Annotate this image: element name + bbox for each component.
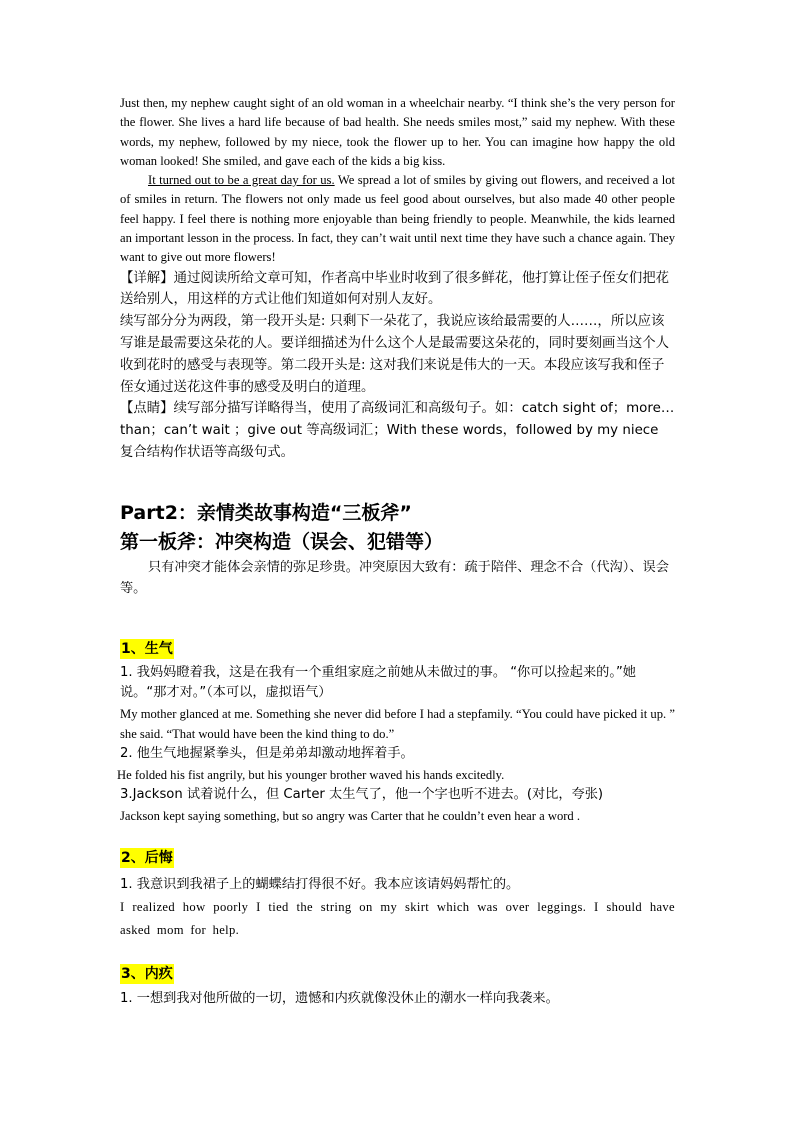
part2-subtitle: 第一板斧：冲突构造（误会、犯错等）: [120, 530, 444, 553]
section-angry: [117, 639, 675, 826]
story-paragraph-2: [120, 171, 675, 267]
story-paragraph-2-rest: We spread a lot of smiles by giving out flowers, and received a lot of smiles in return. The flowers not only made us feel good about ourselves, but also made 40 other people feel happy. I feel there is nothing more enjoyable than being friendly to people. Meanwhile, the kids learned an important lesson in the process. In fact, they can’t wait until next time they have such a chance again. They want to give out more flowers!: [120, 173, 676, 265]
section-heading-angry: 1、生气: [121, 640, 173, 657]
point-text: 续写部分描写详略得当，使用了高级词汇和高级句子。如：catch sight of；more…than；can’t wait ；give out 等高级词汇；With these words，followed by my niece 复合结构作状语等高级句式。: [120, 401, 675, 461]
section-heading-guilt: 3、内疚: [121, 966, 173, 983]
regret-en-1: I realized how poorly I tied the string on my skirt which was over leggings. I should have asked mom for help.: [120, 900, 675, 938]
detail-paragraph: [120, 268, 675, 312]
story-paragraph-1: Just then, my nephew caught sight of an old woman in a wheelchair nearby. “I think she’s the very person for the flower. She lives a hard life because of bad health. She needs smiles most,” said my nephew. With these words, my nephew, followed by my niece, took the flower up to her. You can imagine how happy the old woman looked! She smiled, and gave each of the kids a big kiss.: [120, 96, 675, 168]
angry-en-1: My mother glanced at me. Something she never did before I had a stepfamily. “You could have picked it up. ” she said. “That would have been the kind thing to do.”: [120, 706, 675, 742]
detail-label: 【详解】: [120, 270, 174, 286]
page-content: [117, 94, 676, 1010]
guilt-cn-1: 1. 一想到我对他所做的一切，遗憾和内疚就像没休止的潮水一样向我袭来。: [120, 991, 559, 1007]
point-label: 【点睛】: [120, 401, 174, 417]
underlined-sentence: It turned out to be a great day for us.: [148, 173, 335, 188]
part2-title: Part2：亲情类故事构造“三板斧”: [120, 501, 412, 524]
section-guilt: [120, 964, 675, 1009]
continuation-paragraph: 续写部分分为两段，第一段开头是: 只剩下一朵花了，我说应该给最需要的人……，所以应该写谁是最需要这朵花的人。要详细描述为什么这个人是最需要这朵花的，同时要刻画当这个人收到花时的感受与表现等。第二段开头是: 这对我们来说是伟大的一天。本段应该写我和侄子侄女通过送花这件事的感受及明白的道理。: [120, 314, 670, 395]
regret-cn-1: 1. 我意识到我裙子上的蝴蝶结打得很不好。我本应该请妈妈帮忙的。: [120, 877, 520, 893]
section-regret: [120, 848, 675, 942]
angry-cn-2: 2. 他生气地握紧拳头，但是弟弟却激动地挥着手。: [120, 746, 414, 762]
part2-intro: 只有冲突才能体会亲情的弥足珍贵。冲突原因大致有：疏于陪伴、理念不合（代沟）、误会等。: [120, 559, 669, 596]
detail-text: 通过阅读所给文章可知，作者高中毕业时收到了很多鲜花，他打算让侄子侄女们把花送给别人，用这样的方式让他们知道如何对别人友好。: [120, 270, 670, 308]
angry-cn-1: 1. 我妈妈瞪着我，这是在我有一个重组家庭之前她从未做过的事。 “你可以捡起来的。”她说。“那才对。”（本可以，虚拟语气）: [120, 664, 636, 701]
angry-en-3: Jackson kept saying something, but so angry was Carter that he couldn’t even hear a word .: [120, 808, 581, 823]
section-heading-regret: 2、后悔: [121, 850, 173, 867]
angry-cn-3: 3.Jackson 试着说什么，但 Carter 太生气了，他一个字也听不进去。(对比，夸张): [120, 787, 604, 803]
angry-en-2: He folded his fist angrily, but his younger brother waved his hands excitedly.: [117, 767, 505, 782]
point-paragraph: [120, 398, 675, 463]
